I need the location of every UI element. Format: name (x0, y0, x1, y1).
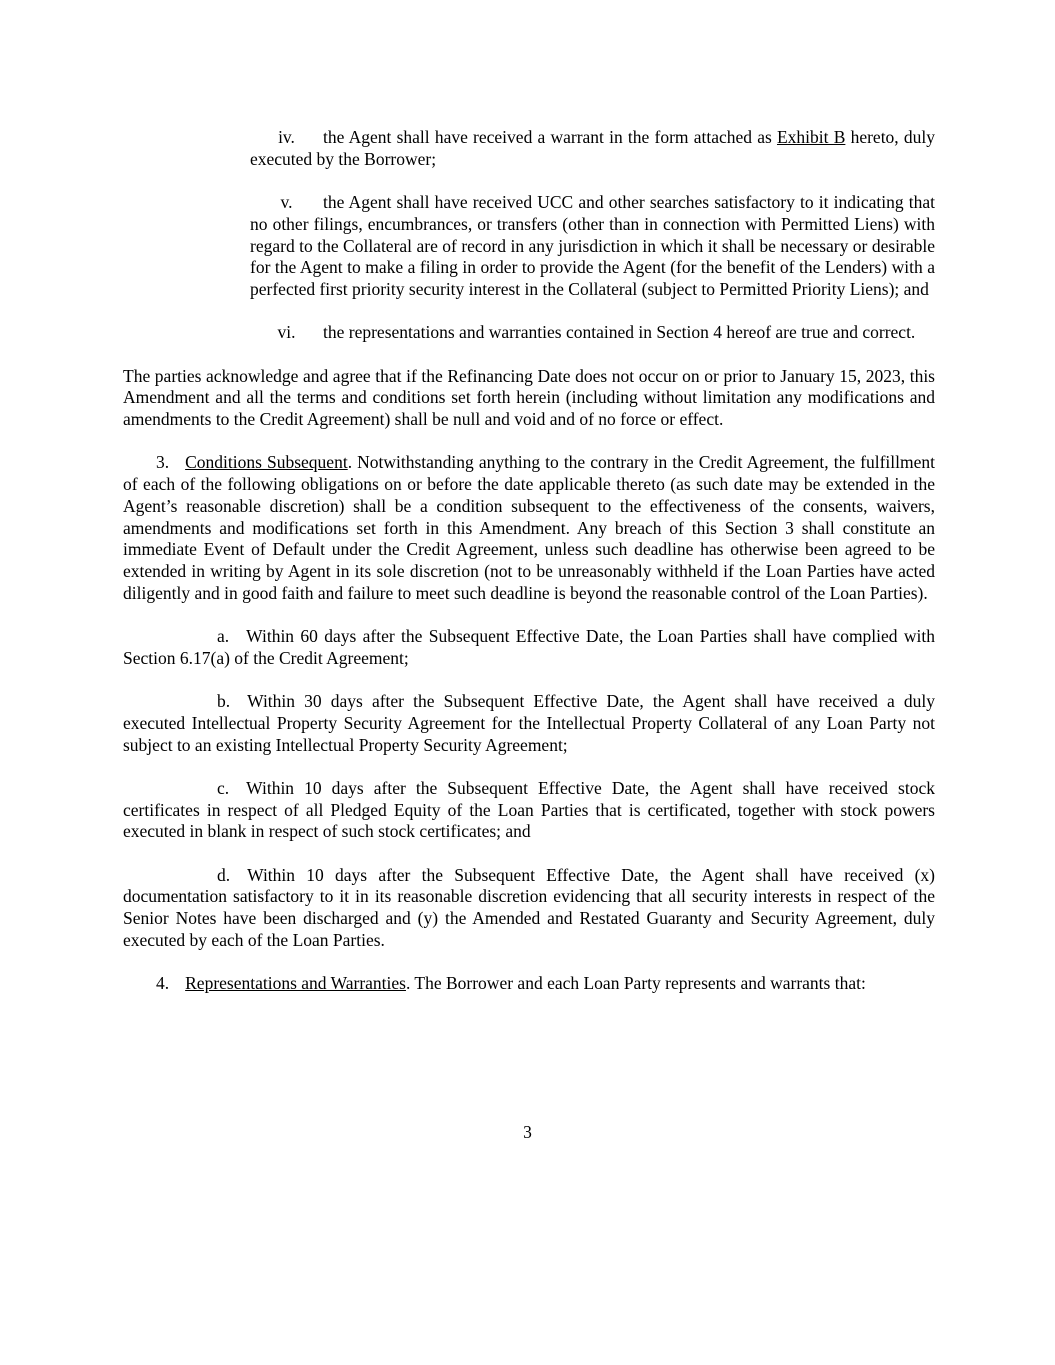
section-3 (123, 452, 935, 604)
section-3-heading: Conditions Subsequent (185, 452, 348, 473)
section-4 (123, 973, 935, 995)
clause-v-text: the Agent shall have received UCC and other searches satisfactory to it indicating that no other filings, encumbrances, or transfers (other than in connection with Permitted Liens) with regard to the Collateral are of record in any jurisdiction in which it shall be necessary or desirable for the Agent to make a filing in order to provide the Agent (for the benefit of the Lenders) with a perfected first priority security interest in the Collateral (subject to Permitted Priority Liens); and (250, 192, 935, 299)
clause-iv (250, 127, 935, 170)
clause-c (123, 778, 935, 843)
clause-v (250, 192, 935, 301)
section-3-text: . Notwithstanding anything to the contrary in the Credit Agreement, the fulfillment of each of the following obligations on or before the date applicable thereto (as such date may be extended in the Agent’s reasonable discretion) shall be a condition subsequent to the effectiveness of the consents, waivers, amendments and modifications set forth in this Amendment. Any breach of this Section 3 shall constitute an immediate Event of Default under the Credit Agreement, unless such deadline has otherwise been agreed to be extended in writing by Agent in its sole discretion (not to be unreasonably withheld if the Loan Parties have acted diligently and in good faith and failure to meet such deadline is beyond the reasonable control of the Loan Parties). (123, 452, 936, 603)
clause-c-label: c. (217, 777, 230, 798)
clause-a-label: a. (217, 626, 230, 647)
clause-vi (250, 322, 935, 344)
document-body (123, 127, 935, 1017)
exhibit-b-reference: Exhibit B (776, 127, 846, 147)
clause-b-text: Within 30 days after the Subsequent Effective Date, the Agent shall have received a duly executed Intellectual Property Security Agreement for the Intellectual Property Collateral of any Loan Party not subject to an existing Intellectual Property Security Agreement; (123, 691, 935, 755)
clause-b-label: b. (217, 691, 231, 712)
section-3-number: 3. (156, 452, 170, 473)
clause-d-label: d. (217, 864, 231, 885)
refinancing-paragraph (123, 366, 935, 431)
clause-c-text: Within 10 days after the Subsequent Effective Date, the Agent shall have received stock certificates in respect of all Pledged Equity of the Loan Parties that is certificated, together with stock powers executed in blank in respect of such stock certificates; and (123, 777, 935, 842)
clause-iv-label: iv. (278, 127, 295, 147)
clause-b (123, 691, 935, 756)
clause-vi-text: the representations and warranties contained in Section 4 hereof are true and correct. (323, 322, 916, 343)
clause-d-text: Within 10 days after the Subsequent Effective Date, the Agent shall have received (x) documentation satisfactory to it in its reasonable discretion evidencing that all security interests in respect of the Senior Notes have been discharged and (y) the Amended and Restated Guaranty and Security Agreement, duly executed by each of the Loan Parties. (123, 864, 935, 950)
clause-iv-text-before: the Agent shall have received a warrant in the form attached as (323, 127, 777, 147)
clause-vi-label: vi. (277, 322, 296, 343)
page-number: 3 (523, 1122, 532, 1142)
section-4-heading: Representations and Warranties (185, 973, 406, 994)
clause-a-text: Within 60 days after the Subsequent Effective Date, the Loan Parties shall have complied with Section 6.17(a) of the Credit Agreement; (123, 626, 935, 668)
clause-d (123, 865, 935, 952)
clause-iv-text-after: hereto, duly executed by the Borrower; (250, 127, 935, 169)
clause-v-label: v. (280, 192, 293, 213)
refinancing-paragraph-text: The parties acknowledge and agree that if the Refinancing Date does not occur on or prior to January 15, 2023, this Amendment and all the terms and conditions set forth herein (including without limitation any modifications and amendments to the Credit Agreement) shall be null and void and of no force or effect. (123, 365, 935, 430)
section-4-number: 4. (156, 973, 170, 994)
clause-a (123, 626, 935, 669)
section-4-text: . The Borrower and each Loan Party represents and warrants that: (405, 973, 866, 994)
